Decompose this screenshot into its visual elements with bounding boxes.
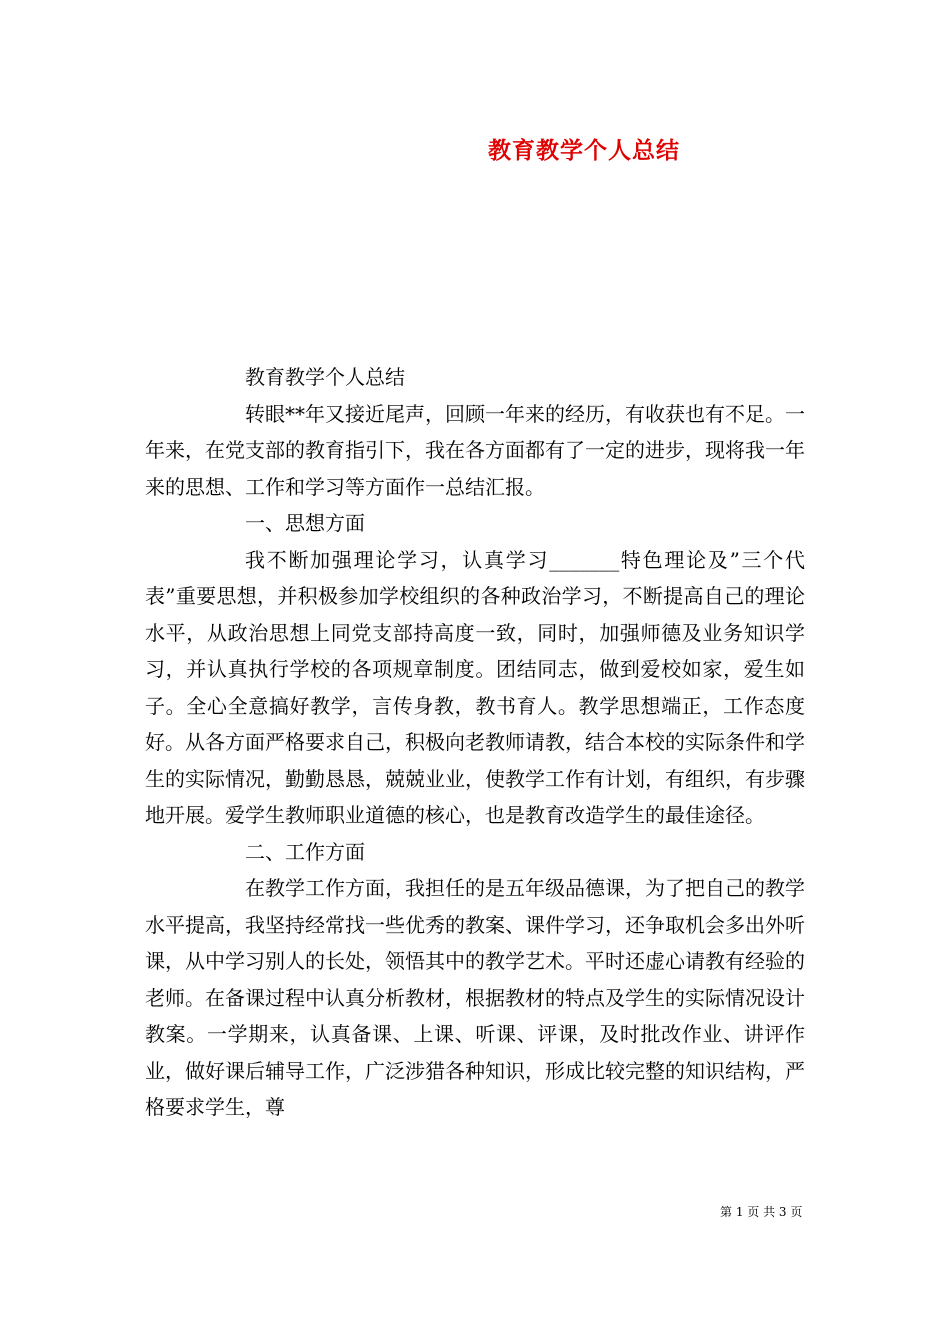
intro-paragraph: 转眼**年又接近尾声，回顾一年来的经历，有收获也有不足。一年来，在党支部的教育指引下，我在各方面都有了一定的进步，现将我一年来的思想、工作和学习等方面作一总结汇报。 xyxy=(145,401,805,499)
document-title: 教育教学个人总结 xyxy=(488,137,680,164)
page-number-footer: 第 1 页 共 3 页 xyxy=(720,1205,803,1219)
section-heading-thought: 一、思想方面 xyxy=(245,511,365,535)
thought-paragraph: 我不断加强理论学习，认真学习_______特色理论及”三个代表”重要思想，并积极参加学校组织的各种政治学习，不断提高自己的理论水平，从政治思想上同党支部持高度一致，同时，加强师德及业务知识学习，并认真执行学校的各项规章制度。团结同志，做到爱校如家，爱生如子。全心全意搞好教学，言传身教，教书育人。教学思想端正，工作态度好。从各方面严格要求自己，积极向老教师请教，结合本校的实际条件和学生的实际情况，勤勤恳恳，兢兢业业，使教学工作有计划，有组织，有步骤地开展。爱学生教师职业道德的核心，也是教育改造学生的最佳途径。 xyxy=(145,547,805,827)
work-paragraph: 在教学工作方面，我担任的是五年级品德课，为了把自己的教学水平提高，我坚持经常找一些优秀的教案、课件学习，还争取机会多出外听课，从中学习别人的长处，领悟其中的教学艺术。平时还虚心请教有经验的老师。在备课过程中认真分析教材，根据教材的特点及学生的实际情况设计教案。一学期来，认真备课、上课、听课、评课，及时批改作业、讲评作业，做好课后辅导工作，广泛涉猎各种知识，形成比较完整的知识结构，严格要求学生，尊 xyxy=(145,876,805,1119)
document-body xyxy=(145,359,805,1126)
section-heading-work: 二、工作方面 xyxy=(245,839,365,864)
body-heading: 教育教学个人总结 xyxy=(245,365,405,389)
